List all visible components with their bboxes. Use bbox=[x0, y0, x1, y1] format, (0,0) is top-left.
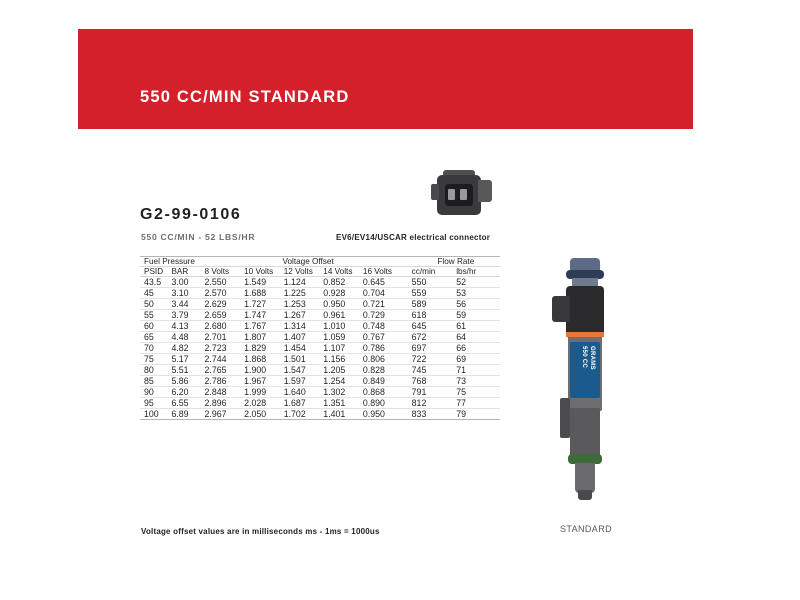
column-header-14-volts: 14 Volts bbox=[323, 267, 363, 277]
injector-upper-body bbox=[566, 286, 604, 338]
injector-tip bbox=[575, 463, 595, 493]
cell-8v: 2.701 bbox=[205, 332, 245, 343]
cell-psid: 43.5 bbox=[140, 277, 171, 288]
connector-right-tab bbox=[478, 180, 492, 202]
cell-8v: 2.848 bbox=[205, 387, 245, 398]
cell-14v: 1.107 bbox=[323, 343, 363, 354]
cell-ccmin: 559 bbox=[412, 288, 457, 299]
connector-pin bbox=[448, 189, 455, 200]
injector-flow: 550 CC bbox=[581, 346, 587, 369]
cell-12v: 1.225 bbox=[284, 288, 324, 299]
cell-psid: 45 bbox=[140, 288, 171, 299]
cell-psid: 85 bbox=[140, 376, 171, 387]
cell-8v: 2.680 bbox=[205, 321, 245, 332]
cell-ccmin: 812 bbox=[412, 398, 457, 409]
cell-ccmin: 833 bbox=[412, 409, 457, 420]
cell-12v: 1.640 bbox=[284, 387, 324, 398]
cell-12v: 1.597 bbox=[284, 376, 324, 387]
cell-10v: 1.829 bbox=[244, 343, 284, 354]
cell-bar: 6.20 bbox=[171, 387, 204, 398]
cell-lbshr: 64 bbox=[456, 332, 500, 343]
cell-16v: 0.704 bbox=[363, 288, 412, 299]
cell-12v: 1.407 bbox=[284, 332, 324, 343]
cell-lbshr: 71 bbox=[456, 365, 500, 376]
cell-bar: 3.79 bbox=[171, 310, 204, 321]
cell-ccmin: 550 bbox=[412, 277, 457, 288]
cell-ccmin: 722 bbox=[412, 354, 457, 365]
cell-8v: 2.570 bbox=[205, 288, 245, 299]
header-banner bbox=[78, 29, 693, 129]
cell-14v: 0.961 bbox=[323, 310, 363, 321]
cell-psid: 70 bbox=[140, 343, 171, 354]
cell-14v: 1.010 bbox=[323, 321, 363, 332]
cell-12v: 1.124 bbox=[284, 277, 324, 288]
cell-8v: 2.896 bbox=[205, 398, 245, 409]
cell-psid: 75 bbox=[140, 354, 171, 365]
cell-14v: 1.254 bbox=[323, 376, 363, 387]
connector-caption: EV6/EV14/USCAR electrical connector bbox=[336, 233, 491, 242]
cell-lbshr: 73 bbox=[456, 376, 500, 387]
cell-bar: 6.89 bbox=[171, 409, 204, 420]
cell-16v: 0.748 bbox=[363, 321, 412, 332]
cell-lbshr: 61 bbox=[456, 321, 500, 332]
cell-bar: 5.17 bbox=[171, 354, 204, 365]
injector-nozzle bbox=[578, 490, 592, 500]
cell-lbshr: 52 bbox=[456, 277, 500, 288]
cell-14v: 0.950 bbox=[323, 299, 363, 310]
cell-10v: 1.549 bbox=[244, 277, 284, 288]
group-header-flow-rate: Flow Rate bbox=[412, 257, 500, 267]
cell-14v: 0.928 bbox=[323, 288, 363, 299]
spec-table-wrapper bbox=[140, 256, 500, 420]
cell-bar: 6.55 bbox=[171, 398, 204, 409]
cell-10v: 1.900 bbox=[244, 365, 284, 376]
cell-12v: 1.501 bbox=[284, 354, 324, 365]
injector-connector bbox=[552, 296, 570, 322]
connector-icon bbox=[431, 170, 493, 220]
cell-8v: 2.550 bbox=[205, 277, 245, 288]
group-header-voltage-offset: Voltage Offset bbox=[205, 257, 412, 267]
cell-10v: 1.999 bbox=[244, 387, 284, 398]
cell-lbshr: 53 bbox=[456, 288, 500, 299]
cell-ccmin: 768 bbox=[412, 376, 457, 387]
table-footnote: Voltage offset values are in milliseconds ms - 1ms = 1000us bbox=[141, 527, 380, 536]
cell-psid: 95 bbox=[140, 398, 171, 409]
column-header-cc-min: cc/min bbox=[412, 267, 457, 277]
cell-bar: 3.44 bbox=[171, 299, 204, 310]
cell-14v: 1.059 bbox=[323, 332, 363, 343]
table-row bbox=[140, 299, 500, 310]
cell-12v: 1.687 bbox=[284, 398, 324, 409]
table-body bbox=[140, 277, 500, 420]
cell-16v: 0.828 bbox=[363, 365, 412, 376]
cell-psid: 80 bbox=[140, 365, 171, 376]
cell-10v: 1.767 bbox=[244, 321, 284, 332]
column-header-10-volts: 10 Volts bbox=[244, 267, 284, 277]
cell-bar: 3.00 bbox=[171, 277, 204, 288]
cell-bar: 5.86 bbox=[171, 376, 204, 387]
column-header-16-volts: 16 Volts bbox=[363, 267, 412, 277]
cell-10v: 1.688 bbox=[244, 288, 284, 299]
cell-lbshr: 59 bbox=[456, 310, 500, 321]
cell-16v: 0.950 bbox=[363, 409, 412, 420]
column-header-8-volts: 8 Volts bbox=[205, 267, 245, 277]
spec-table bbox=[140, 256, 500, 420]
table-row bbox=[140, 343, 500, 354]
cell-16v: 0.806 bbox=[363, 354, 412, 365]
column-header-bar: BAR bbox=[171, 267, 204, 277]
table-row bbox=[140, 387, 500, 398]
part-subtitle: 550 CC/MIN - 52 LBS/HR bbox=[141, 232, 256, 242]
table-row bbox=[140, 277, 500, 288]
page-title: 550 CC/MIN STANDARD bbox=[140, 88, 350, 106]
cell-16v: 0.868 bbox=[363, 387, 412, 398]
group-header-fuel-pressure: Fuel Pressure bbox=[140, 257, 205, 267]
cell-ccmin: 589 bbox=[412, 299, 457, 310]
table-row bbox=[140, 365, 500, 376]
cell-10v: 2.050 bbox=[244, 409, 284, 420]
cell-lbshr: 69 bbox=[456, 354, 500, 365]
cell-12v: 1.314 bbox=[284, 321, 324, 332]
cell-lbshr: 75 bbox=[456, 387, 500, 398]
column-header-psid: PSID bbox=[140, 267, 171, 277]
cell-ccmin: 697 bbox=[412, 343, 457, 354]
cell-12v: 1.702 bbox=[284, 409, 324, 420]
cell-ccmin: 645 bbox=[412, 321, 457, 332]
table-header-row bbox=[140, 267, 500, 277]
cell-10v: 1.747 bbox=[244, 310, 284, 321]
cell-8v: 2.765 bbox=[205, 365, 245, 376]
cell-psid: 90 bbox=[140, 387, 171, 398]
cell-8v: 2.659 bbox=[205, 310, 245, 321]
cell-10v: 1.727 bbox=[244, 299, 284, 310]
table-row bbox=[140, 310, 500, 321]
part-number: G2-99-0106 bbox=[140, 206, 242, 223]
cell-14v: 0.852 bbox=[323, 277, 363, 288]
cell-8v: 2.786 bbox=[205, 376, 245, 387]
cell-lbshr: 77 bbox=[456, 398, 500, 409]
cell-16v: 0.729 bbox=[363, 310, 412, 321]
cell-16v: 0.786 bbox=[363, 343, 412, 354]
cell-ccmin: 745 bbox=[412, 365, 457, 376]
column-header-12-volts: 12 Volts bbox=[284, 267, 324, 277]
cell-bar: 4.13 bbox=[171, 321, 204, 332]
cell-lbshr: 79 bbox=[456, 409, 500, 420]
cell-lbshr: 66 bbox=[456, 343, 500, 354]
table-row bbox=[140, 321, 500, 332]
cell-10v: 1.868 bbox=[244, 354, 284, 365]
connector-left-tab bbox=[431, 184, 439, 200]
cell-psid: 100 bbox=[140, 409, 171, 420]
cell-8v: 2.723 bbox=[205, 343, 245, 354]
injector-clip bbox=[560, 398, 570, 438]
cell-14v: 1.302 bbox=[323, 387, 363, 398]
cell-10v: 1.807 bbox=[244, 332, 284, 343]
table-row bbox=[140, 398, 500, 409]
cell-ccmin: 618 bbox=[412, 310, 457, 321]
cell-16v: 0.849 bbox=[363, 376, 412, 387]
cell-14v: 1.351 bbox=[323, 398, 363, 409]
column-header-lbs-hr: lbs/hr bbox=[456, 267, 500, 277]
injector-image bbox=[548, 258, 624, 520]
table-row bbox=[140, 376, 500, 387]
cell-14v: 1.156 bbox=[323, 354, 363, 365]
table-row bbox=[140, 409, 500, 420]
cell-16v: 0.767 bbox=[363, 332, 412, 343]
cell-bar: 4.48 bbox=[171, 332, 204, 343]
cell-8v: 2.629 bbox=[205, 299, 245, 310]
cell-psid: 65 bbox=[140, 332, 171, 343]
cell-12v: 1.253 bbox=[284, 299, 324, 310]
cell-bar: 5.51 bbox=[171, 365, 204, 376]
cell-bar: 4.82 bbox=[171, 343, 204, 354]
injector-label-text bbox=[570, 342, 600, 398]
cell-10v: 2.028 bbox=[244, 398, 284, 409]
cell-12v: 1.547 bbox=[284, 365, 324, 376]
cell-psid: 50 bbox=[140, 299, 171, 310]
injector-brand: GRAMS bbox=[589, 346, 595, 370]
cell-14v: 1.401 bbox=[323, 409, 363, 420]
connector-pin bbox=[460, 189, 467, 200]
cell-8v: 2.744 bbox=[205, 354, 245, 365]
cell-psid: 60 bbox=[140, 321, 171, 332]
cell-16v: 0.721 bbox=[363, 299, 412, 310]
cell-8v: 2.967 bbox=[205, 409, 245, 420]
cell-16v: 0.890 bbox=[363, 398, 412, 409]
cell-12v: 1.454 bbox=[284, 343, 324, 354]
injector-caption: STANDARD bbox=[559, 524, 613, 534]
cell-14v: 1.205 bbox=[323, 365, 363, 376]
table-row bbox=[140, 354, 500, 365]
cell-ccmin: 672 bbox=[412, 332, 457, 343]
cell-psid: 55 bbox=[140, 310, 171, 321]
table-group-header-row bbox=[140, 257, 500, 267]
injector-label bbox=[570, 342, 600, 398]
cell-12v: 1.267 bbox=[284, 310, 324, 321]
cell-bar: 3.10 bbox=[171, 288, 204, 299]
table-row bbox=[140, 288, 500, 299]
cell-10v: 1.967 bbox=[244, 376, 284, 387]
table-row bbox=[140, 332, 500, 343]
cell-lbshr: 56 bbox=[456, 299, 500, 310]
cell-ccmin: 791 bbox=[412, 387, 457, 398]
cell-16v: 0.645 bbox=[363, 277, 412, 288]
